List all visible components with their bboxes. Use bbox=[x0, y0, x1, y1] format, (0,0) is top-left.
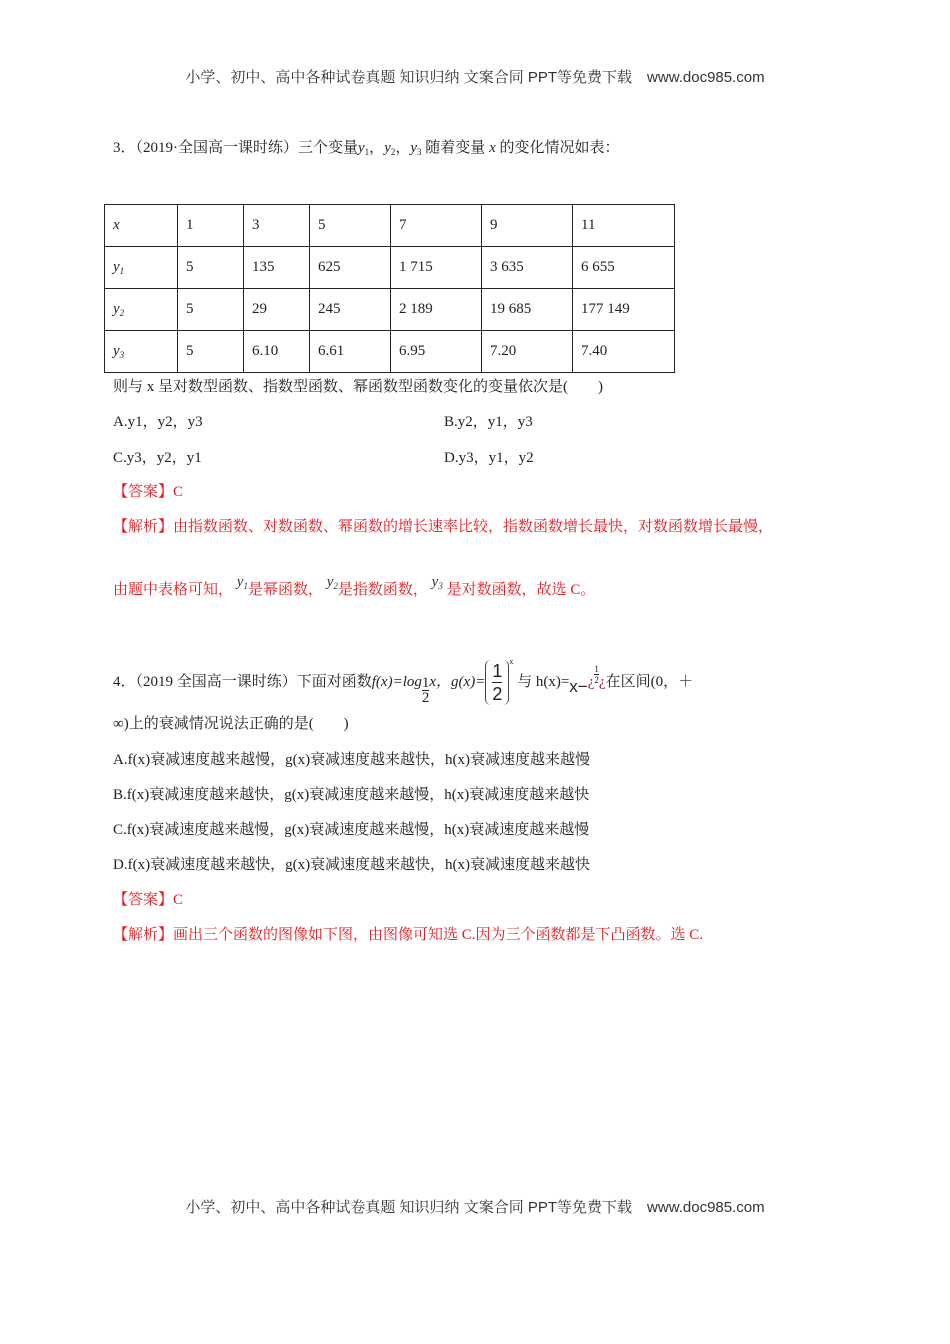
analysis-text: 画出三个函数的图像如下图，由图像可知选 C.因为三个函数都是下凸函数。选 C. bbox=[173, 927, 704, 943]
q3-stem-text: 3．（2019·全国高一课时练）三个变量 bbox=[113, 140, 358, 156]
table-cell: 5 bbox=[310, 205, 391, 247]
table-cell: 3 635 bbox=[482, 247, 573, 289]
table-cell: 3 bbox=[244, 205, 310, 247]
g-def: g(x)= bbox=[451, 674, 486, 690]
q3-option-d: D.y3，y1，y2 bbox=[444, 450, 534, 466]
h-exp-den: 2 bbox=[594, 675, 599, 686]
q3-stem-text: 随着变量 bbox=[425, 140, 486, 156]
q4-option-d: D.f(x)衰减速度越来越快，g(x)衰减速度越来越快，h(x)衰减速度越来越快 bbox=[113, 857, 591, 873]
table-cell: 1 bbox=[178, 205, 244, 247]
f-def: f(x)=log bbox=[371, 674, 422, 690]
table-cell: 5 bbox=[178, 331, 244, 373]
q4-option-c: C.f(x)衰减速度越来越慢，g(x)衰减速度越来越慢，h(x)衰减速度越来越慢 bbox=[113, 822, 590, 838]
analysis-text: 是幂函数， bbox=[247, 582, 323, 598]
page-header: 小学、初中、高中各种试卷真题 知识归纳 文案合同 PPT等免费下载 www.doc985.com bbox=[185, 69, 765, 86]
garbled-char: ¿ bbox=[598, 674, 606, 690]
page-footer: 小学、初中、高中各种试卷真题 知识归纳 文案合同 PPT等免费下载 www.doc985.com bbox=[185, 1199, 765, 1216]
g-base-den: 2 bbox=[492, 684, 503, 705]
q3-question: 则与 x 呈对数型函数、指数型函数、幂函数型函数变化的变量依次是( ) bbox=[113, 379, 603, 395]
table-row bbox=[105, 205, 675, 247]
answer-value: C bbox=[173, 484, 184, 500]
g-base-num: 1 bbox=[492, 661, 503, 682]
table-cell: 7.40 bbox=[573, 331, 675, 373]
table-cell: 177 149 bbox=[573, 289, 675, 331]
row-header-cell: $y_1$ bbox=[105, 247, 178, 289]
table-cell: 5 bbox=[178, 289, 244, 331]
table-cell: 19 685 bbox=[482, 289, 573, 331]
q3-option-b: B.y2，y1，y3 bbox=[444, 414, 533, 430]
analysis-text: 是指数函数， bbox=[337, 582, 428, 598]
q3-analysis bbox=[113, 517, 773, 537]
g-exp: x bbox=[509, 657, 514, 666]
q4-stem-text: 在区间(0，＋ bbox=[605, 674, 694, 690]
q3-option-c: C.y3，y2，y1 bbox=[113, 450, 202, 466]
table-cell: 6 655 bbox=[573, 247, 675, 289]
table-cell: 9 bbox=[482, 205, 573, 247]
analysis-label: 【解析】 bbox=[113, 519, 174, 535]
table-row bbox=[105, 331, 675, 373]
q4-analysis bbox=[113, 925, 703, 945]
h-expr: x− bbox=[569, 677, 588, 696]
table-cell: 245 bbox=[310, 289, 391, 331]
table-row bbox=[105, 289, 675, 331]
analysis-text: 由指数函数、对数函数、幂函数的增长速率比较，指数函数增长最快，对数函数增长最慢， bbox=[173, 519, 774, 535]
row-header-cell: $y_2$ bbox=[105, 289, 178, 331]
garbled-char: ¿ bbox=[587, 674, 595, 690]
table-cell: 6.10 bbox=[244, 331, 310, 373]
row-header-cell: $y_3$ bbox=[105, 331, 178, 373]
f-arg: x， bbox=[429, 674, 452, 690]
frac-den: 2 bbox=[421, 690, 430, 707]
table-cell: 11 bbox=[573, 205, 675, 247]
analysis-text: 是对数函数，故选 C。 bbox=[446, 582, 596, 598]
table-cell: 5 bbox=[178, 247, 244, 289]
q4-stem-2: ∞)上的衰减情况说法正确的是( ) bbox=[113, 716, 349, 732]
q4-stem bbox=[113, 640, 693, 705]
q4-stem-text: 4．（2019 全国高一课时练）下面对函数 bbox=[113, 674, 372, 690]
answer-value: C bbox=[173, 892, 184, 908]
analysis-text: 由题中表格可知， bbox=[113, 582, 234, 598]
q3-analysis-2: 由题中表格可知， $y_1$是幂函数， $y_2$是指数函数， $y_3$ 是对数函数，故选 C。 bbox=[113, 574, 596, 598]
frac-num: 1 bbox=[421, 675, 430, 692]
table-cell: 6.95 bbox=[391, 331, 482, 373]
table-cell: 29 bbox=[244, 289, 310, 331]
q3-table bbox=[104, 204, 675, 373]
table-cell: 7 bbox=[391, 205, 482, 247]
table-cell: 1 715 bbox=[391, 247, 482, 289]
table-row bbox=[105, 247, 675, 289]
analysis-label: 【解析】 bbox=[113, 927, 174, 943]
table-cell: 6.61 bbox=[310, 331, 391, 373]
q4-answer bbox=[113, 890, 183, 910]
h-exp-num: 1 bbox=[594, 664, 599, 675]
table-cell: 625 bbox=[310, 247, 391, 289]
q4-option-a: A.f(x)衰减速度越来越慢，g(x)衰减速度越来越快，h(x)衰减速度越来越慢 bbox=[113, 752, 591, 768]
q3-option-a: A.y1，y2，y3 bbox=[113, 414, 203, 430]
q3-stem: 3．（2019·全国高一课时练）三个变量$y_1$，$y_2$，$y_3$ 随着变量 x 的变化情况如表： bbox=[113, 140, 620, 157]
row-header-cell: x bbox=[105, 205, 178, 247]
q3-stem-text: 的变化情况如表： bbox=[499, 140, 620, 156]
answer-label: 【答案】 bbox=[113, 892, 174, 908]
answer-label: 【答案】 bbox=[113, 484, 174, 500]
q4-option-b: B.f(x)衰减速度越来越快，g(x)衰减速度越来越慢，h(x)衰减速度越来越快 bbox=[113, 787, 590, 803]
table-cell: 7.20 bbox=[482, 331, 573, 373]
table-cell: 135 bbox=[244, 247, 310, 289]
table-cell: 2 189 bbox=[391, 289, 482, 331]
q3-answer bbox=[113, 482, 183, 502]
h-def: 与 h(x)= bbox=[517, 674, 570, 690]
